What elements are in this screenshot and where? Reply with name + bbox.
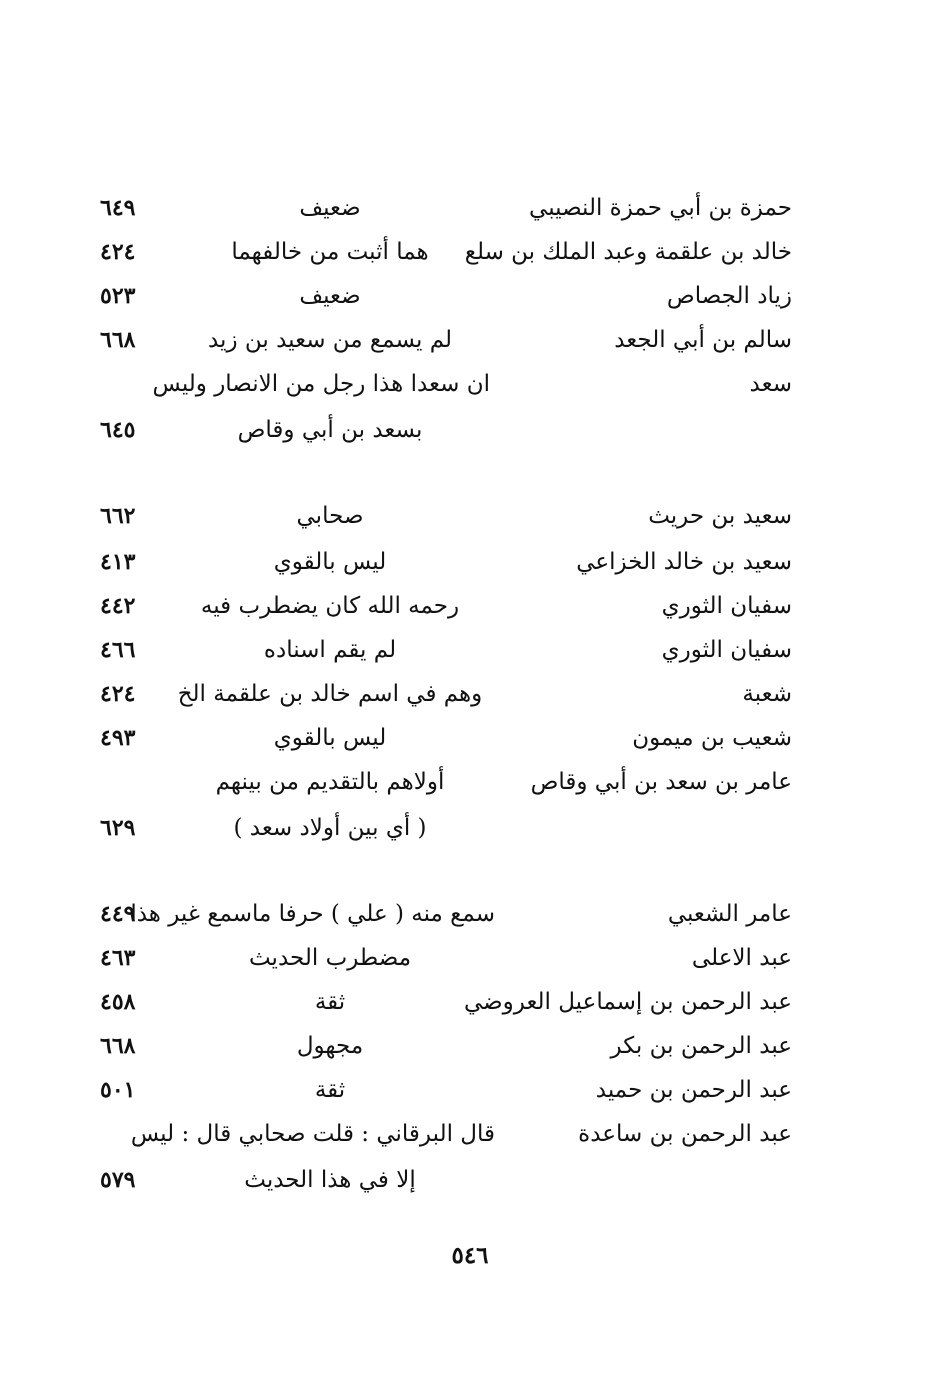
table-row <box>0 494 940 538</box>
page-reference: ٤٢٤ <box>100 239 136 265</box>
table-row <box>0 936 940 980</box>
narrator-name: سعيد بن خالد الخزاعي <box>576 549 792 575</box>
narrator-name: حمزة بن أبي حمزة النصيبي <box>529 195 792 221</box>
verdict-text: ان سعدا هذا رجل من الانصار وليس <box>152 371 490 397</box>
page-reference: ٥٢٣ <box>100 283 136 309</box>
table-row <box>0 362 940 406</box>
page-reference: ٤٤٩ <box>100 901 136 927</box>
page-reference: ٤١٣ <box>100 549 136 575</box>
narrator-name: سعد <box>749 371 792 397</box>
table-row <box>0 408 940 452</box>
table-row <box>0 672 940 716</box>
verdict-text: إلا في هذا الحديث <box>244 1167 416 1193</box>
page-number: ٥٤٦ <box>451 1242 489 1269</box>
page-reference: ٦٦٨ <box>100 1033 136 1059</box>
verdict-text: هما أثبت من خالفهما <box>231 239 429 265</box>
table-row <box>0 1158 940 1202</box>
page-reference: ٥٠١ <box>100 1077 136 1103</box>
page-reference: ٦٦٨ <box>100 327 136 353</box>
verdict-text: قال البرقاني : قلت صحابي قال : ليس <box>130 1121 495 1147</box>
page-reference: ٦٦٢ <box>100 503 136 529</box>
page-reference: ٥٧٩ <box>100 1167 136 1193</box>
narrator-name: خالد بن علقمة وعبد الملك بن سلع <box>464 239 792 265</box>
table-row <box>0 1112 940 1156</box>
narrator-name: سفيان الثوري <box>661 637 792 663</box>
table-row <box>0 230 940 274</box>
narrator-name: سعيد بن حريث <box>648 503 792 529</box>
verdict-text: بسعد بن أبي وقاص <box>237 417 423 443</box>
page-reference: ٦٤٩ <box>100 195 136 221</box>
narrator-name: عبد الرحمن بن ساعدة <box>578 1121 792 1147</box>
verdict-text: ليس بالقوي <box>273 725 387 751</box>
narrator-name: عامر بن سعد بن أبي وقاص <box>530 769 792 795</box>
table-row <box>0 628 940 672</box>
table-row <box>0 584 940 628</box>
page-reference: ٤٤٢ <box>100 593 136 619</box>
narrator-name: سالم بن أبي الجعد <box>614 327 792 353</box>
table-row <box>0 318 940 362</box>
verdict-text: ضعيف <box>299 283 361 309</box>
page-reference: ٤٩٣ <box>100 725 136 751</box>
verdict-text: ثقة <box>314 1077 346 1103</box>
table-row <box>0 806 940 850</box>
table-row <box>0 892 940 936</box>
verdict-text: وهم في اسم خالد بن علقمة الخ <box>177 681 483 707</box>
narrator-name: عبد الاعلى <box>691 945 792 971</box>
page-reference: ٤٦٦ <box>100 637 136 663</box>
page-reference: ٤٢٤ <box>100 681 136 707</box>
narrator-name: شعبة <box>742 681 792 707</box>
verdict-text: لم يسمع من سعيد بن زيد <box>207 327 453 353</box>
page-reference: ٤٥٨ <box>100 989 136 1015</box>
verdict-text: لم يقم اسناده <box>263 637 397 663</box>
verdict-text: ( أي بين أولاد سعد ) <box>233 815 427 841</box>
narrator-name: زياد الجصاص <box>666 283 792 309</box>
narrator-name: عبد الرحمن بن إسماعيل العروضي <box>463 989 792 1015</box>
verdict-text: ثقة <box>314 989 346 1015</box>
page-reference: ٤٦٣ <box>100 945 136 971</box>
verdict-text: صحابي <box>296 503 364 529</box>
table-row <box>0 716 940 760</box>
verdict-text: رحمه الله كان يضطرب فيه <box>200 593 460 619</box>
narrator-name: سفيان الثوري <box>661 593 792 619</box>
verdict-text: أولاهم بالتقديم من بينهم <box>215 769 445 795</box>
table-row <box>0 274 940 318</box>
table-row <box>0 1024 940 1068</box>
table-row <box>0 980 940 1024</box>
narrator-name: عبد الرحمن بن بكر <box>610 1033 792 1059</box>
narrator-name: عامر الشعبي <box>667 901 792 927</box>
table-row <box>0 540 940 584</box>
verdict-text: مضطرب الحديث <box>248 945 412 971</box>
verdict-text: مجهول <box>296 1033 364 1059</box>
table-row <box>0 760 940 804</box>
verdict-text: ضعيف <box>299 195 361 221</box>
verdict-text: سمع منه ( علي ) حرفا ماسمع غير هذا <box>130 901 495 927</box>
narrator-name: عبد الرحمن بن حميد <box>595 1077 792 1103</box>
narrator-name: شعيب بن ميمون <box>632 725 792 751</box>
table-row <box>0 186 940 230</box>
verdict-text: ليس بالقوي <box>273 549 387 575</box>
page-reference: ٦٢٩ <box>100 815 136 841</box>
table-row <box>0 1068 940 1112</box>
page-reference: ٦٤٥ <box>100 417 136 443</box>
